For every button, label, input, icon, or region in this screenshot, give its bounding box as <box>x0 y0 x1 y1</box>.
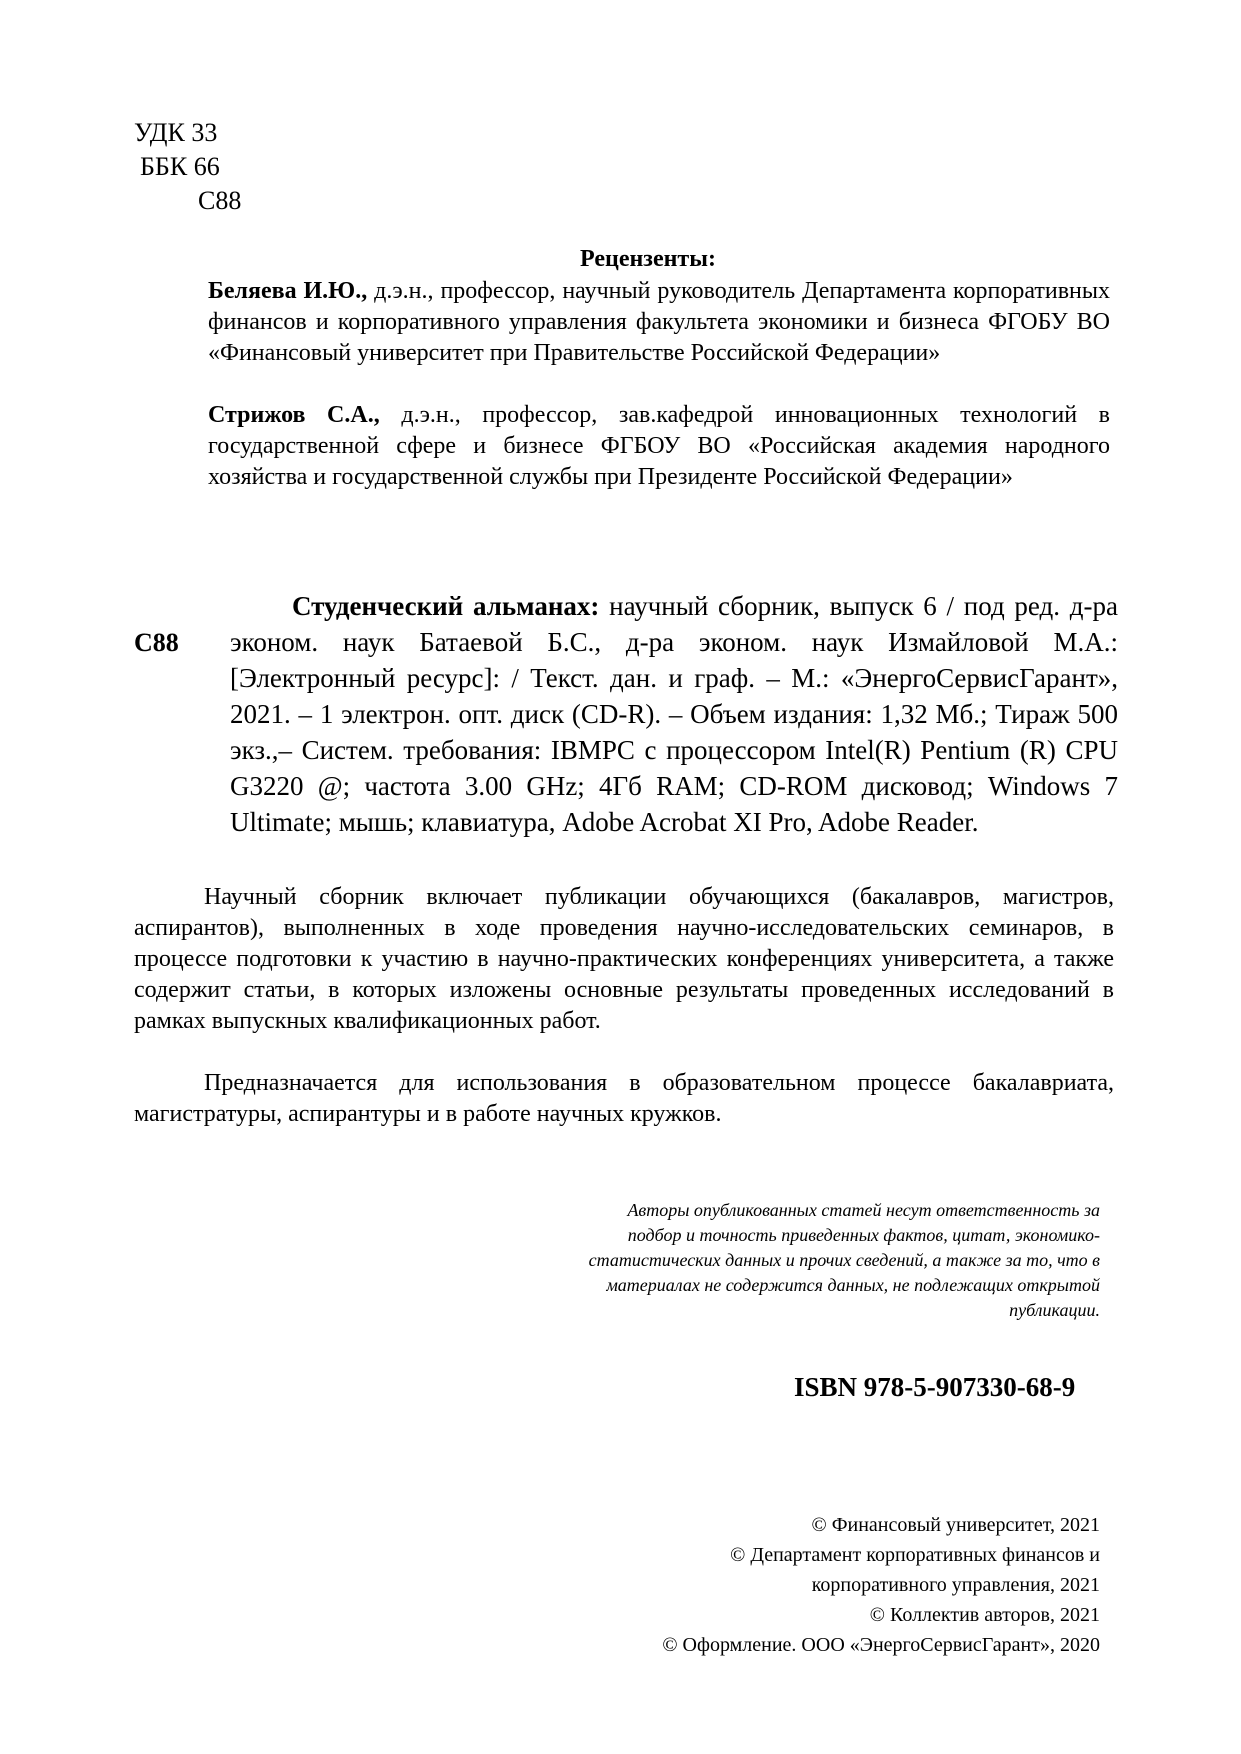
copyright-line: корпоративного управления, 2021 <box>811 1574 1100 1596</box>
annotation-paragraph: Научный сборник включает публикации обучающихся (бакалавров, магистров, аспирантов), выполненных в ходе проведения научно-исследовательских семинаров, в процессе подготовки к участию в научно-практических конференциях университета, а также содержит статьи, в которых изложены основные результаты проведенных исследований в рамках выпускных квалификационных работ. <box>134 884 1114 1034</box>
catalog-code: С88 <box>134 628 179 657</box>
disclaimer-line: публикации. <box>1009 1300 1100 1320</box>
author-sign-code: С88 <box>198 186 242 215</box>
copyright-block <box>540 1510 1100 1660</box>
bibliographic-description <box>230 588 1118 840</box>
publication-title: Студенческий альманах: <box>292 591 600 621</box>
udk-code: УДК 33 <box>134 118 218 147</box>
copyright-line: © Финансовый университет, 2021 <box>811 1514 1100 1536</box>
reviewers-heading: Рецензенты: <box>580 246 716 272</box>
reviewer-details: д.э.н., профессор, зав.кафедрой инновационных технологий в государственной сфере и бизнесе ФГБОУ ВО «Российская академия народного хозяйства и государственной службы при Президенте Российской Федерации» <box>208 402 1110 490</box>
disclaimer-line: статистических данных и прочих сведений, а также за то, что в <box>588 1250 1100 1270</box>
disclaimer-line: подбор и точность приведенных фактов, цитат, экономико- <box>627 1225 1100 1245</box>
copyright-line: © Департамент корпоративных финансов и <box>730 1544 1100 1566</box>
disclaimer-line: Авторы опубликованных статей несут ответственность за <box>627 1200 1100 1220</box>
reviewer-details: д.э.н., профессор, научный руководитель Департамента корпоративных финансов и корпоративного управления факультета экономики и бизнеса ФГОБУ ВО «Финансовый университет при Правительстве Российской Федерации» <box>208 278 1110 366</box>
copyright-line: © Оформление. ООО «ЭнергоСервисГарант», 2020 <box>662 1634 1100 1656</box>
bbk-code: ББК 66 <box>140 152 220 181</box>
isbn: ISBN 978-5-907330-68-9 <box>794 1372 1076 1402</box>
reviewer-entry <box>208 400 1110 493</box>
copyright-line: © Коллектив авторов, 2021 <box>869 1604 1100 1626</box>
reviewer-name: Беляева И.Ю., <box>208 278 368 304</box>
disclaimer-line: материалах не содержится данных, не подлежащих открытой <box>606 1275 1100 1295</box>
reviewer-entry <box>208 276 1110 369</box>
annotation-paragraph: Предназначается для использования в образовательном процессе бакалавриата, магистратуры, аспирантуры и в работе научных кружков. <box>134 1070 1114 1127</box>
authors-disclaimer <box>480 1198 1100 1323</box>
reviewer-name: Стрижов С.А., <box>208 402 380 428</box>
publication-details: научный сборник, выпуск 6 / под ред. д-ра эконом. наук Батаевой Б.С., д-ра эконом. наук Измайловой М.А.: [Электронный ресурс]: / Текст. дан. и граф. – М.: «ЭнергоСервисГарант», 2021. – 1 электрон. опт. диск (CD-R). – Объем издания: 1,32 Мб.; Тираж 500 экз.,– Систем. требования: IBMPC с процессором Intel(R) Pentium (R) CPU G3220 @; частота 3.00 GHz; 4Гб RAM; CD-ROM дисковод; Windows 7 Ultimate; мышь; клавиатура, Adobe Acrobat XI Pro, Adobe Reader. <box>230 591 1118 837</box>
